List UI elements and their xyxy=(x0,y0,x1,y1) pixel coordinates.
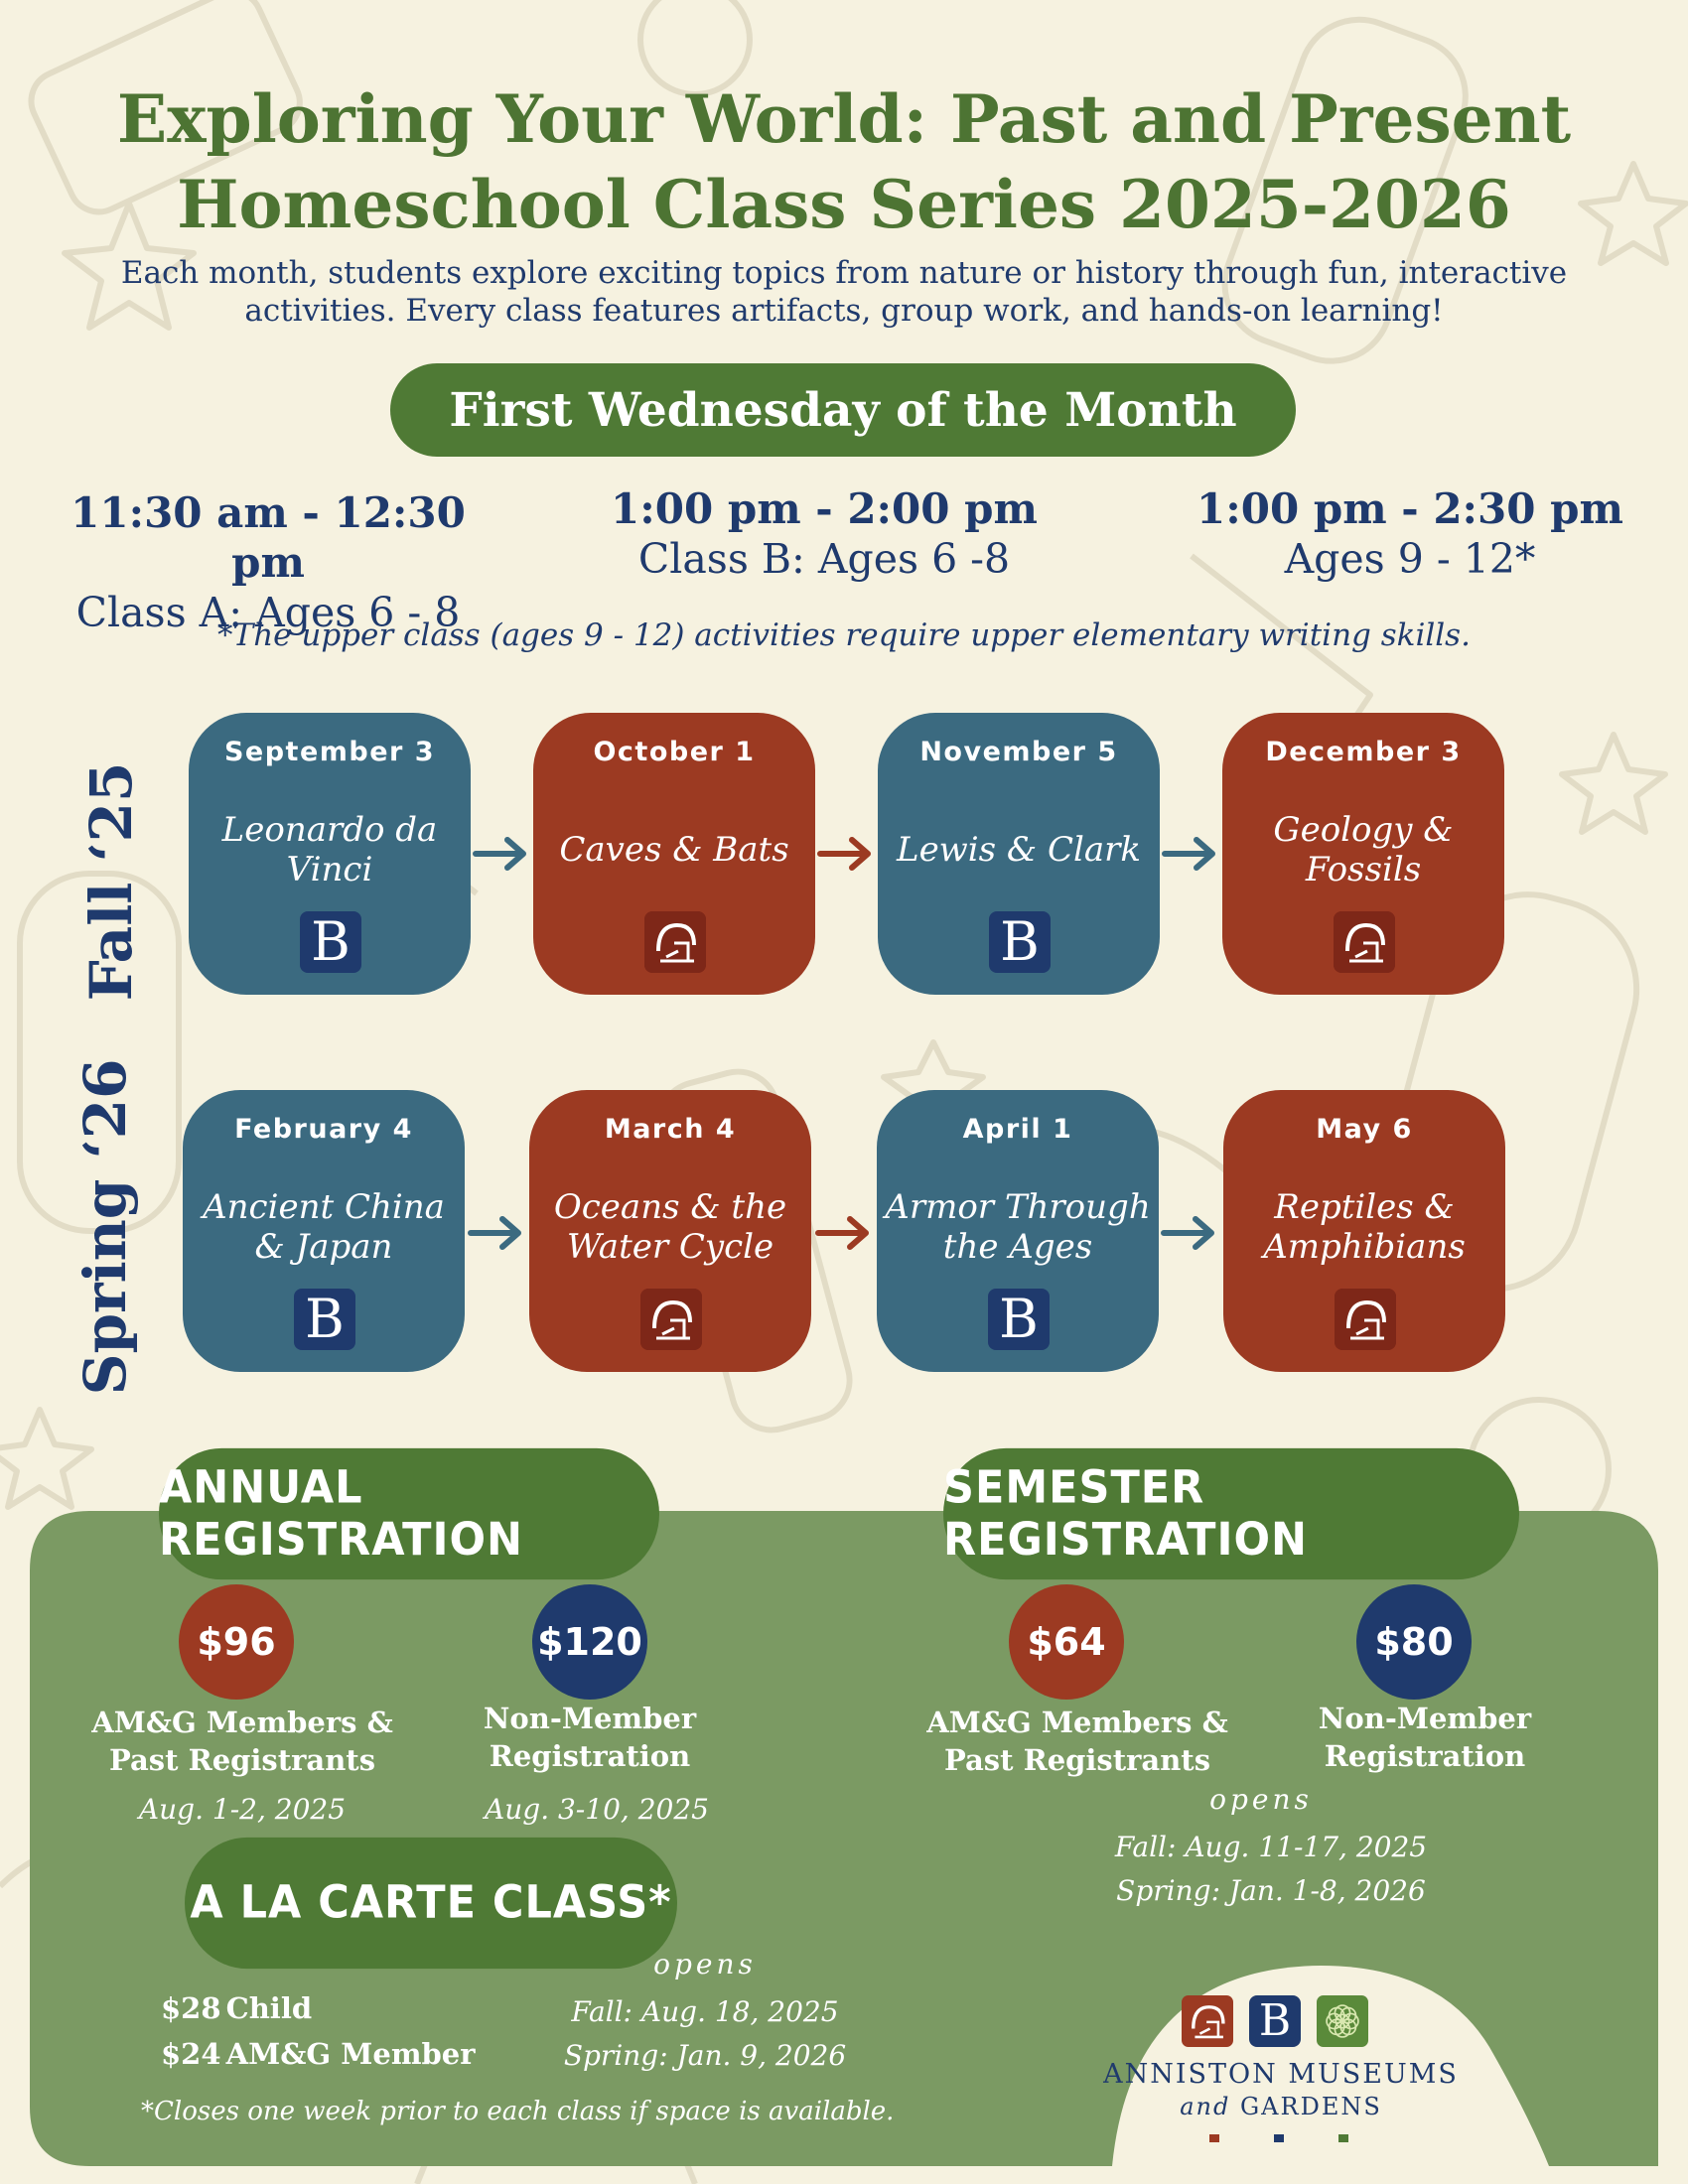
class-topic: Geology & Fossils xyxy=(1273,810,1454,889)
session-label: Class A: Ages 6 - 8 xyxy=(75,589,461,636)
class-date: October 1 xyxy=(593,737,756,767)
semester-opens: opens xyxy=(1209,1783,1313,1816)
annual-nonmember-dates: Aug. 3-10, 2025 xyxy=(485,1793,709,1826)
session-time: 1:00 pm - 2:00 pm xyxy=(611,484,1038,533)
class-date: April 1 xyxy=(962,1114,1073,1145)
session-label: Class B: Ages 6 -8 xyxy=(637,535,1011,583)
class-topic: Lewis & Clark xyxy=(896,830,1142,870)
class-card xyxy=(878,713,1160,995)
class-date: March 4 xyxy=(604,1114,737,1145)
a-la-carte-child-price xyxy=(161,1991,538,2025)
session-time: 1:00 pm - 2:30 pm xyxy=(1196,484,1623,533)
a-la-carte-spring-dates: Spring: Jan. 9, 2026 xyxy=(563,2039,847,2072)
label-line: Registration xyxy=(489,1739,691,1773)
a-la-carte-heading: A LA CARTE CLASS* xyxy=(185,1838,677,1969)
arrow-right-icon xyxy=(1161,834,1220,874)
season-label-fall: Fall ‘25 xyxy=(77,761,145,1002)
decorative-dot xyxy=(1274,2134,1284,2142)
session-upper xyxy=(1172,484,1648,584)
annual-registration-heading: ANNUAL REGISTRATION xyxy=(159,1448,659,1579)
class-date: November 5 xyxy=(919,737,1118,767)
semester-fall-dates: Fall: Aug. 11-17, 2025 xyxy=(1114,1831,1428,1863)
a-la-carte-opens: opens xyxy=(653,1948,757,1980)
class-date: May 6 xyxy=(1316,1114,1413,1145)
session-b xyxy=(586,484,1062,584)
class-topic: Ancient China & Japan xyxy=(203,1187,445,1267)
child-price: $28 xyxy=(161,1991,221,2025)
annual-member-dates: Aug. 1-2, 2025 xyxy=(138,1793,347,1826)
label-line: Past Registrants xyxy=(943,1743,1211,1777)
arrow-right-icon xyxy=(816,834,876,874)
decorative-dot xyxy=(1209,2134,1219,2142)
session-label: Ages 9 - 12* xyxy=(1284,535,1536,583)
member-label: AM&G Member xyxy=(225,2037,476,2071)
session-time: 11:30 am - 12:30 pm xyxy=(70,488,466,587)
page-title-line1: Exploring Your World: Past and Present xyxy=(116,80,1572,158)
semester-member-label xyxy=(914,1704,1241,1779)
label-line: AM&G Members & xyxy=(91,1706,393,1739)
semester-registration-heading: SEMESTER REGISTRATION xyxy=(943,1448,1519,1579)
session-a xyxy=(30,488,506,637)
semester-member-price: $64 xyxy=(1009,1584,1124,1700)
a-la-carte-footnote: *Closes one week prior to each class if space is available. xyxy=(141,2097,895,2126)
annual-nonmember-price: $120 xyxy=(532,1584,647,1700)
gardens-word: GARDENS xyxy=(1240,2093,1382,2120)
class-topic: Oceans & the Water Cycle xyxy=(553,1187,787,1267)
class-card xyxy=(533,713,815,995)
annual-nonmember-label xyxy=(431,1700,749,1775)
intro-line2: activities. Every class features artifacts, group work, and hands-on learning! xyxy=(244,293,1444,329)
berman-museum-logo-icon: B xyxy=(294,1289,355,1350)
intro-line1: Each month, students explore exciting topics from nature or history through fun, interactive xyxy=(120,255,1568,291)
label-line: Non-Member xyxy=(483,1702,697,1735)
upper-class-note: *The upper class (ages 9 - 12) activities require upper elementary writing skills. xyxy=(217,617,1471,653)
berman-museum-logo-icon: B xyxy=(989,911,1051,973)
class-topic: Reptiles & Amphibians xyxy=(1263,1187,1466,1267)
gardens-flower-logo-icon xyxy=(1317,1995,1368,2047)
class-card xyxy=(877,1090,1159,1372)
organization-name-line1: ANNISTON MUSEUMS xyxy=(1103,2059,1459,2090)
natural-history-museum-logo-icon xyxy=(1335,1289,1396,1350)
arrow-right-icon xyxy=(467,1213,526,1253)
semester-nonmember-price: $80 xyxy=(1356,1584,1472,1700)
natural-history-museum-logo-icon xyxy=(1334,911,1395,973)
child-label: Child xyxy=(225,1991,313,2025)
berman-museum-logo-icon: B xyxy=(300,911,361,973)
label-line: Non-Member xyxy=(1318,1702,1532,1735)
berman-museum-logo-icon: B xyxy=(988,1289,1050,1350)
class-card xyxy=(1223,1090,1505,1372)
label-line: Registration xyxy=(1324,1739,1526,1773)
semester-spring-dates: Spring: Jan. 1-8, 2026 xyxy=(1116,1874,1426,1907)
class-topic: Leonardo da Vinci xyxy=(221,810,438,889)
class-card xyxy=(189,713,471,995)
decorative-dot xyxy=(1338,2134,1348,2142)
class-date: September 3 xyxy=(223,737,436,767)
arrow-right-icon xyxy=(814,1213,874,1253)
berman-museum-logo-icon: B xyxy=(1249,1995,1301,2047)
organization-logos xyxy=(1182,1995,1420,2051)
class-card xyxy=(1222,713,1504,995)
page-title-line2: Homeschool Class Series 2025-2026 xyxy=(177,166,1511,243)
a-la-carte-member-price xyxy=(161,2037,538,2071)
organization-name-line2 xyxy=(1102,2093,1460,2120)
semester-nonmember-label xyxy=(1266,1700,1584,1775)
label-line: AM&G Members & xyxy=(926,1706,1228,1739)
arrow-right-icon xyxy=(1160,1213,1219,1253)
and-word: and xyxy=(1180,2093,1231,2120)
natural-history-museum-logo-icon xyxy=(1182,1995,1233,2047)
a-la-carte-fall-dates: Fall: Aug. 18, 2025 xyxy=(571,1995,839,2028)
class-card xyxy=(183,1090,465,1372)
class-date: December 3 xyxy=(1265,737,1462,767)
arrow-right-icon xyxy=(472,834,531,874)
class-topic: Armor Through the Ages xyxy=(885,1187,1151,1267)
natural-history-museum-logo-icon xyxy=(640,1289,702,1350)
natural-history-museum-logo-icon xyxy=(644,911,706,973)
season-label-spring: Spring ‘26 xyxy=(71,1058,139,1396)
label-line: Past Registrants xyxy=(108,1743,376,1777)
class-card xyxy=(529,1090,811,1372)
annual-member-price: $96 xyxy=(179,1584,294,1700)
annual-member-label xyxy=(83,1704,401,1779)
schedule-banner: First Wednesday of the Month xyxy=(390,363,1296,457)
member-price: $24 xyxy=(161,2037,221,2071)
class-topic: Caves & Bats xyxy=(559,830,789,870)
class-date: February 4 xyxy=(234,1114,413,1145)
